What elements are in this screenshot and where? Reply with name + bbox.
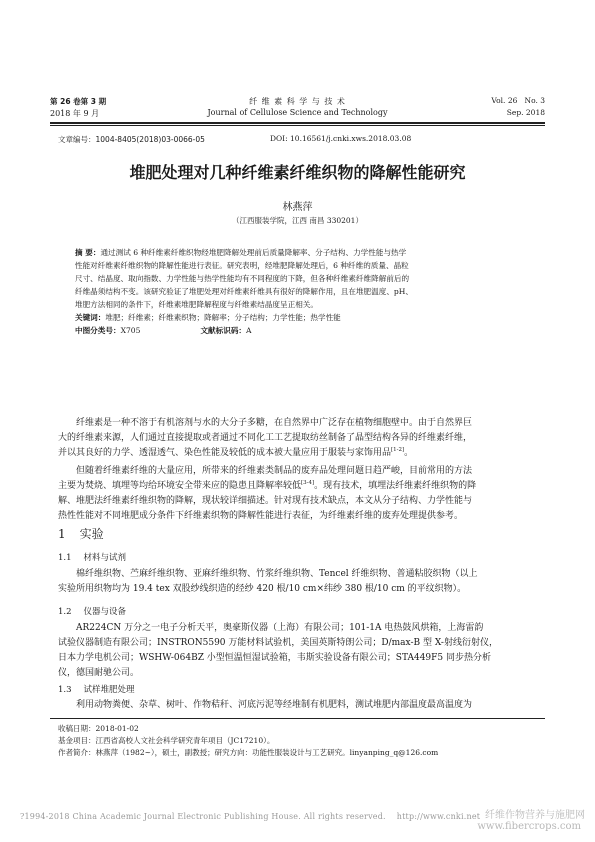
- section-1-number: 1: [58, 527, 66, 541]
- subsection-1-1-title: 材料与试剂: [83, 553, 127, 563]
- intro-p1-line-1: 纤维素是一种不溶于有机溶剂与水的大分子多糖，在自然界中广泛存在植物细胞壁中。由于自然界巨: [76, 418, 473, 428]
- doi: DOI: 10.16561/j.cnki.xws.2018.03.08: [270, 134, 412, 143]
- intro-p1-text: 并以其良好的力学、透湿透气、染色性能及较低的成本被大量应用于服装与家饰用品: [58, 448, 392, 458]
- subsection-1-1-heading: [58, 551, 126, 563]
- intro-p2-line-4: 热性性能对不同堆肥成分条件下纤维素织物的降解性能进行表征，为纤维素纤维的废弃处理提供参考。: [58, 511, 464, 521]
- intro-paragraph-2: [58, 464, 543, 524]
- intro-p2-line-2: [58, 479, 543, 494]
- compost-line-1: 利用动物粪便、杂草、树叶、作物秸秆、河底污泥等经堆制有机肥料，测试堆肥内部温度最高温度为: [76, 700, 473, 710]
- subsection-1-3-title: 试样堆肥处理: [83, 685, 135, 695]
- keywords-label: 关键词：: [75, 313, 106, 322]
- author: 林燕萍: [282, 202, 313, 213]
- intro-paragraph-1: [58, 416, 543, 461]
- fund-info: 基金项目：江西省高校人文社会科学研究青年项目（JC17210）。: [58, 736, 275, 745]
- abstract-line-2: 性能对纤维素纤维织物的降解性能进行表征。研究表明，经堆肥降解处理后，6 种纤维的质量、晶粒: [75, 261, 409, 270]
- clc-code: X705: [120, 326, 141, 335]
- watermark-url: www.fibercrops.com: [477, 821, 581, 832]
- materials-line-1: 棉纤维织物、苎麻纤维织物、亚麻纤维织物、竹浆纤维织物、Tencel 纤维织物、普通粘胶织物（以上: [76, 569, 478, 579]
- instruments-line-2: 试验仪器制造有限公司；INSTRON5590 万能材料试验机，美国英斯特朗公司；D/max-B 型 X-射线衍射仪，: [58, 638, 498, 648]
- abstract-label: 摘 要：: [75, 248, 101, 257]
- copyright-line: ?1994-2018 China Academic Journal Electronic Publishing House. All rights reserved. http://www.cnki.net: [20, 812, 481, 821]
- compost-paragraph: [58, 698, 543, 713]
- section-1-heading: [58, 525, 104, 542]
- subsection-1-3-heading: [58, 683, 135, 695]
- materials-paragraph: [58, 567, 543, 597]
- abstract-line-4: 纤维晶须结构不变。该研究验证了堆肥处理对纤维素纤维具有很好的降解作用，且在堆肥温度、pH、: [75, 287, 414, 296]
- subsection-1-2-heading: [58, 605, 126, 617]
- issue-date: 2018 年 9 月: [50, 109, 100, 118]
- affiliation: （江西服装学院，江西 南昌 330201）: [232, 216, 363, 225]
- instruments-line-4: 仪，德国耐驰公司。: [58, 668, 140, 678]
- header-rule-bottom: [50, 125, 545, 126]
- citation-1-2[interactable]: [1-2]: [391, 447, 405, 453]
- instruments-paragraph: [58, 621, 543, 681]
- subsection-1-1-number: 1.1: [58, 553, 72, 563]
- doc-code: A: [246, 326, 252, 335]
- issue-date-en: Sep. 2018: [506, 108, 545, 117]
- instruments-line-3: 日本力学电机公司；WSHW-064BZ 小型恒温恒湿试验箱，韦斯实验设备有限公司；STA449F5 同步热分析: [58, 653, 491, 663]
- paper-title: 堆肥处理对几种纤维素纤维织物的降解性能研究: [129, 163, 466, 182]
- intro-p2-text: 主要为焚烧、填埋等均给环境安全带来应的隐患且降解率较低: [58, 481, 302, 491]
- intro-p2-line-3: 解、堆肥法纤维素纤维织物的降解，现状较详细描述。针对现有技术缺点，本文从分子结构、力学性能与: [58, 496, 473, 506]
- keywords-line: [75, 311, 530, 324]
- author-bio: 作者简介：林燕萍（1982~），硕士，副教授；研究方向：功能性服装设计与工艺研究。linyanping_q@126.com: [58, 748, 439, 757]
- keywords: 堆肥；纤维素；纤维素织物；降解率；分子结构；力学性能；热学性能: [105, 313, 341, 322]
- intro-p2-line-1: 但随着纤维素纤维的大量应用，所带来的纤维素类制品的废弃品处理问题日趋严峻，目前常用的方法: [76, 466, 473, 476]
- classification-line: [75, 324, 530, 337]
- subsection-1-3-number: 1.3: [58, 685, 72, 695]
- abstract: [75, 246, 530, 337]
- intro-p1-line-3: [58, 446, 543, 461]
- abstract-line-3: 尺寸、结晶度、取向指数、力学性能与热学性能均有不同程度的下降，但各种纤维素纤维降解前后的: [75, 274, 410, 283]
- header-rule-top: [50, 122, 545, 124]
- abstract-text-1: 通过测试 6 种纤维素纤维织物经堆肥降解处理前后质量降解率、分子结构、力学性能与热学: [100, 248, 407, 257]
- intro-p1-line-2: 大的纤维素来源，人们通过直接提取或者通过不同化工工艺提取纺丝制备了晶型结构各异的纤维素纤维，: [58, 433, 473, 443]
- clc-label: 中图分类号：: [75, 326, 121, 335]
- journal-title-en: Journal of Cellulose Science and Technology: [207, 108, 388, 117]
- subsection-1-2-number: 1.2: [58, 607, 72, 617]
- journal-title-cn: 纤 维 素 科 学 与 技 术: [249, 97, 346, 106]
- received-date: 收稿日期：2018-01-02: [58, 724, 139, 733]
- instruments-line-1: AR224CN 万分之一电子分析天平，奥豪斯仪器（上海）有限公司；101-1A 电热鼓风烘箱，上海雷韵: [76, 623, 484, 633]
- materials-line-2: 实验所用织物均为 19.4 tex 双股纱线织造的经纱 420 根/10 cm×纬纱 380 根/10 cm 的平纹织物）。: [58, 584, 467, 594]
- subsection-1-2-title: 仪器与设备: [83, 607, 127, 617]
- citation-3-4[interactable]: [3-4]: [301, 480, 315, 486]
- abstract-line-1: [75, 246, 530, 259]
- article-number: 文章编号：1004-8405(2018)03-0066-05: [58, 135, 205, 144]
- section-1-title: 实验: [79, 527, 104, 541]
- issue-label: 第 26 卷第 3 期: [50, 97, 107, 106]
- doc-code-label: 文献标识码：: [200, 326, 247, 335]
- intro-p2-cont: 。现有技术，填埋法纤维素纤维织物的降: [314, 481, 477, 491]
- watermark-cn: 纤维作物营养与施肥网: [485, 810, 585, 821]
- footnote-rule: [50, 718, 545, 719]
- abstract-line-5: 堆肥方法相同的条件下，纤维素堆肥降解程度与纤维素结晶度呈正相关。: [75, 300, 318, 309]
- intro-p1-end: 。: [404, 448, 414, 458]
- volume-number: Vol. 26 No. 3: [491, 96, 545, 105]
